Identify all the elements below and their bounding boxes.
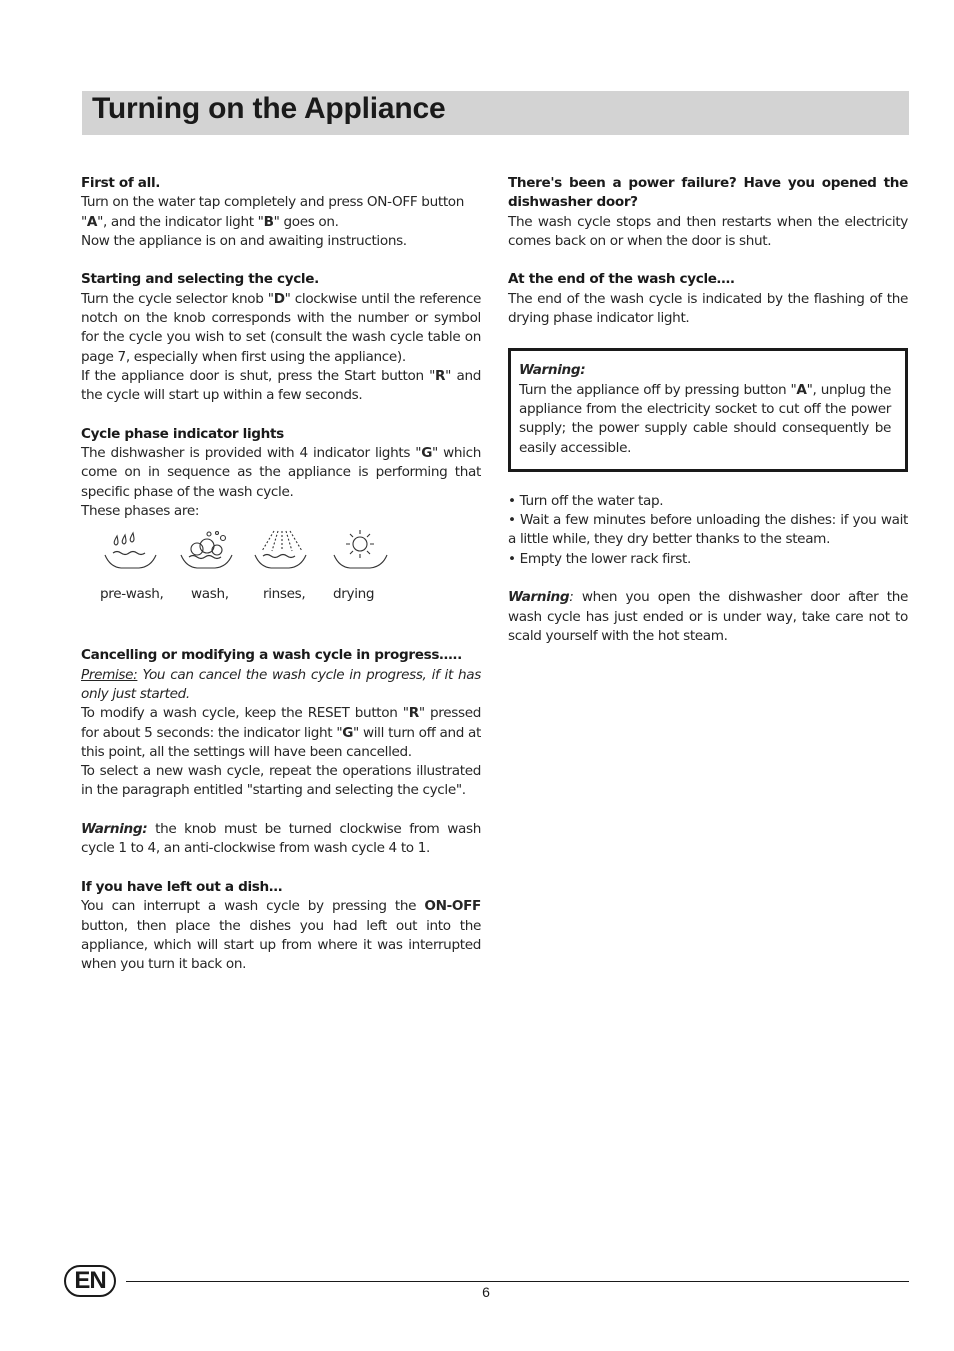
light-b-ref: B: [263, 213, 274, 230]
power-heading: There's been a power failure? Have you opened the dishwasher door?: [508, 175, 908, 211]
wash-icon: [179, 529, 235, 573]
dish-paragraph: [81, 897, 481, 974]
bullet-item: • Wait a few minutes before unloading the dishes: if you wait a little while, they dry better thanks to the steam.: [508, 512, 908, 548]
left-column: [81, 174, 481, 974]
cancel-text-3: " will turn off and at this point, all the settings will have been cancelled.: [81, 724, 482, 760]
start-text-4: " and the cycle will start up within a few seconds.: [81, 367, 482, 404]
power-text: The wash cycle stops and then restarts when the electricity comes back on or when the door is shut.: [508, 213, 908, 249]
knob-d-ref: D: [273, 290, 285, 307]
pre-wash-icon: [103, 529, 159, 573]
first-quote: ": [81, 213, 87, 230]
phase-icons-row: [81, 521, 481, 646]
cancel-paragraph-2: [81, 704, 481, 762]
button-a-ref: A: [86, 213, 98, 230]
first-paragraph: [81, 193, 481, 251]
knob-warning: [81, 820, 481, 859]
warning-box: [508, 348, 908, 471]
box-text-2: ", unplug the appliance from the electricity socket to cut off the power supply; the power supply cable should consequently be easily accessible.: [519, 381, 891, 456]
bullet-item: • Turn off the water tap.: [508, 492, 664, 509]
phase-text-2: " which come on in sequence as the appliance is performing that specific phase of the wash cycle.: [81, 445, 481, 500]
start-paragraph-1: [81, 290, 481, 367]
rinses-icon: [252, 529, 310, 573]
start-text-2: " clockwise until the reference notch on the knob corresponds with the number or symbol for the cycle you wish to set (consult the wash cycle table on page 7, especially when first using the appliance).: [81, 290, 481, 365]
page-number: 6: [482, 1284, 490, 1300]
drying-icon: [331, 529, 391, 573]
reset-r-ref: R: [408, 705, 419, 722]
phase-intro: These phases are:: [81, 503, 200, 520]
box-text-1: Turn the appliance off by pressing button ": [519, 381, 797, 398]
phase-paragraph: [81, 444, 481, 502]
end-heading: At the end of the wash cycle….: [508, 271, 735, 288]
button-r-ref: R: [435, 367, 446, 384]
first-text-4: Now the appliance is on and awaiting instructions.: [81, 232, 407, 249]
box-a-ref: A: [796, 381, 807, 398]
warning-box-text: [519, 381, 891, 458]
cancel-text-2: " pressed for about 5 seconds: the indicator light ": [81, 705, 481, 741]
first-text-3: " goes on.: [273, 213, 339, 230]
steam-colon: :: [569, 589, 574, 606]
phase-text-1: The dishwasher is provided with 4 indicator lights ": [81, 445, 422, 462]
steam-warning: [508, 588, 908, 646]
phase-label-pre-wash: pre-wash,: [100, 586, 164, 603]
light-g-ref: G: [421, 445, 433, 462]
phase-label-drying: drying: [333, 586, 375, 603]
start-paragraph-2: [81, 367, 481, 406]
premise-label: Premise:: [81, 666, 138, 683]
phase-label-wash: wash,: [191, 586, 229, 603]
start-heading: Starting and selecting the cycle.: [81, 271, 319, 288]
dish-heading: If you have left out a dish…: [81, 878, 283, 895]
on-off-ref: ON-OFF: [424, 898, 481, 915]
warning-box-label: Warning:: [519, 362, 586, 379]
start-text-3: If the appliance door is shut, press the Start button ": [81, 367, 436, 384]
premise-text: You can cancel the wash cycle in progress, if it has only just started.: [81, 666, 481, 702]
dish-text-1: You can interrupt a wash cycle by pressing the: [81, 898, 425, 915]
first-heading: First of all.: [81, 175, 161, 191]
footer-divider: [126, 1281, 909, 1282]
language-badge: EN: [64, 1265, 116, 1297]
first-text-1: Turn on the water tap completely and press ON-OFF button: [81, 194, 465, 211]
title-bar: [82, 91, 909, 135]
cancel-paragraph-3: To select a new wash cycle, repeat the operations illustrated in the paragraph entitled "starting and selecting the cycle".: [81, 763, 481, 799]
start-text-1: Turn the cycle selector knob ": [81, 290, 274, 307]
bullet-item: • Empty the lower rack first.: [508, 550, 691, 567]
knob-warning-text: the knob must be turned clockwise from wash cycle 1 to 4, an anti-clockwise from wash cycle 4 to 1.: [81, 821, 481, 857]
cancel-heading: Cancelling or modifying a wash cycle in progress…..: [81, 647, 462, 664]
page-title: Turning on the Appliance: [92, 92, 446, 125]
phase-label-rinses: rinses,: [263, 586, 306, 603]
cancel-text-1: To modify a wash cycle, keep the RESET button ": [81, 705, 409, 722]
steam-warning-label: Warning: [508, 589, 570, 606]
first-text-2: ", and the indicator light ": [97, 213, 264, 230]
cancel-g-ref: G: [342, 724, 354, 741]
end-text: The end of the wash cycle is indicated by the flashing of the drying phase indicator light.: [508, 290, 908, 327]
phase-heading: Cycle phase indicator lights: [81, 425, 284, 442]
knob-warning-label: Warning:: [81, 821, 148, 838]
right-column: [508, 174, 908, 646]
dish-text-2: button, then place the dishes you had left out into the appliance, which will start up from where it was interrupted when you turn it back on.: [81, 917, 481, 973]
cancel-premise: [81, 666, 481, 705]
steam-warning-text: when you open the dishwasher door after the wash cycle has just ended or is under way, take care not to scald yourself with the hot steam.: [508, 589, 908, 644]
